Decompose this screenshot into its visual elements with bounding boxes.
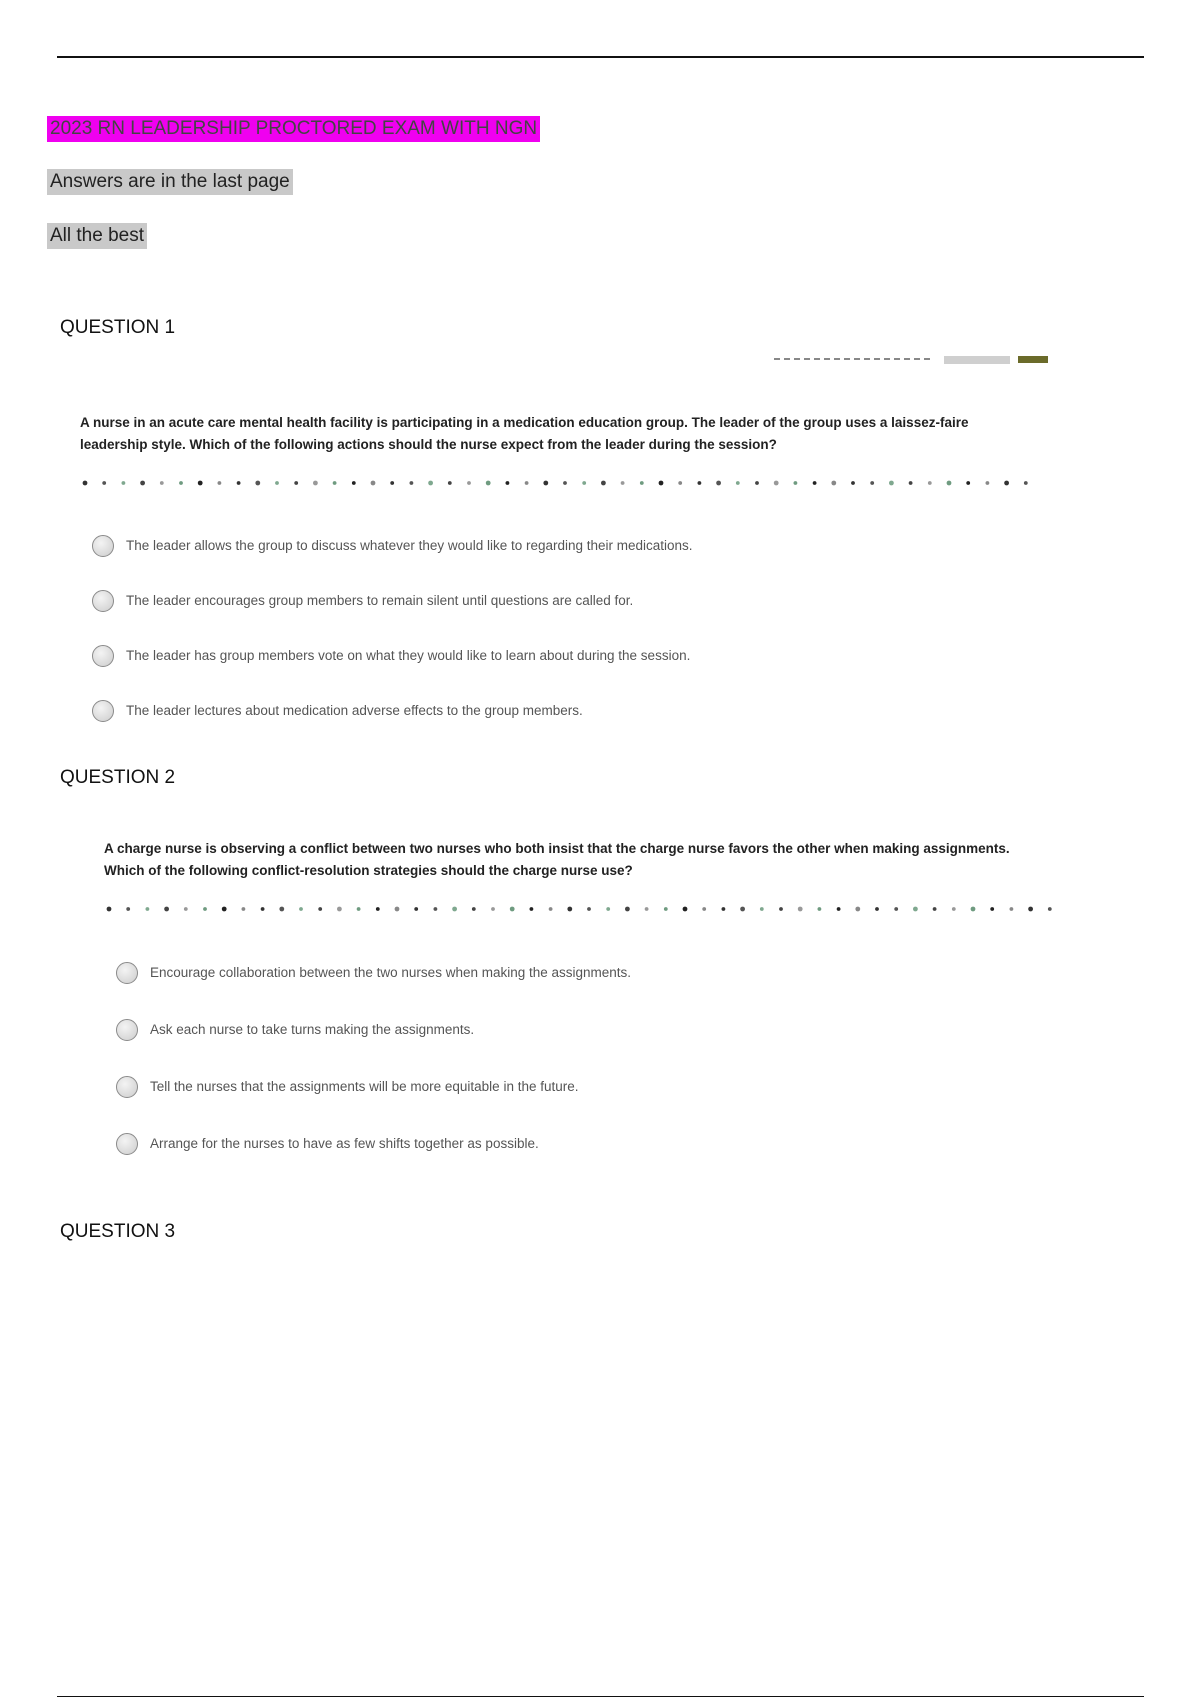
divider-dot (543, 481, 548, 486)
top-rule (57, 56, 1144, 58)
dashed-line (774, 358, 934, 360)
divider-dot (971, 907, 976, 912)
question-2-option-d[interactable] (104, 1115, 1064, 1172)
divider-dot (390, 481, 394, 485)
divider-dot (352, 481, 356, 485)
divider-dot (1024, 481, 1028, 485)
divider-dot (779, 907, 783, 911)
good-luck-note: All the best (47, 223, 147, 249)
question-2-options (104, 944, 1064, 1172)
divider-dot (678, 481, 682, 485)
divider-dot (1028, 907, 1033, 912)
radio-button[interactable] (116, 962, 138, 984)
divider-dot (434, 907, 438, 911)
divider-dot (333, 481, 337, 485)
divider-dot (774, 481, 779, 486)
divider-dot (410, 481, 414, 485)
divider-dot (337, 907, 342, 912)
divider-dot (313, 481, 318, 486)
divider-dot (889, 481, 894, 486)
divider-dot (107, 907, 112, 912)
divider-dot (160, 481, 164, 485)
question-1-option-d[interactable] (80, 683, 1040, 738)
divider-dot (567, 907, 572, 912)
divider-dot (203, 907, 207, 911)
question-1-stem-line-2: leadership style. Which of the following actions should the nurse expect from the leader during the session? (80, 437, 777, 452)
divider-dot (736, 481, 740, 485)
option-label: Tell the nurses that the assignments will be more equitable in the future. (150, 1079, 579, 1094)
divider-dot (525, 481, 529, 485)
divider-dot (928, 481, 932, 485)
divider-dot (357, 907, 361, 911)
question-1-option-b[interactable] (80, 573, 1040, 628)
divider-dot (102, 481, 106, 485)
divider-dot (198, 481, 203, 486)
divider-dot (664, 907, 668, 911)
question-1-stem-line-1: A nurse in an acute care mental health facility is participating in a medication education group. The leader of the group uses a laissez-faire (80, 415, 969, 430)
radio-button[interactable] (116, 1076, 138, 1098)
divider-dot (760, 907, 764, 911)
divider-dot (299, 907, 303, 911)
question-2-heading: QUESTION 2 (60, 767, 176, 788)
divider-dot (1004, 481, 1009, 486)
divider-dot (909, 481, 913, 485)
question-2-option-b[interactable] (104, 1001, 1064, 1058)
divider-dot (966, 481, 970, 485)
divider-dot (621, 481, 625, 485)
answers-note: Answers are in the last page (47, 169, 293, 195)
olive-tag (1018, 356, 1048, 363)
divider-dot (659, 481, 664, 486)
divider-dot (140, 481, 145, 486)
divider-dot (472, 907, 476, 911)
divider-dot (179, 481, 183, 485)
divider-dot (549, 907, 553, 911)
divider-dot (122, 481, 126, 485)
radio-button[interactable] (116, 1133, 138, 1155)
divider-dot (218, 481, 222, 485)
divider-dot (716, 481, 721, 486)
divider-dot (894, 907, 898, 911)
divider-dot (640, 481, 644, 485)
option-label: The leader lectures about medication adverse effects to the group members. (126, 703, 583, 718)
dotted-divider (104, 904, 1064, 914)
divider-dot (698, 481, 702, 485)
divider-dot (702, 907, 706, 911)
divider-dot (582, 481, 586, 485)
divider-dot (587, 907, 591, 911)
divider-dot (755, 481, 759, 485)
divider-dot (870, 481, 874, 485)
question-2-option-a[interactable] (104, 944, 1064, 1001)
divider-dot (986, 481, 990, 485)
question-1-options (80, 518, 1040, 738)
divider-dot (279, 907, 284, 912)
question-2-stem-line-1: A charge nurse is observing a conflict between two nurses who both insist that the charge nurse favors the other when making assignments. (104, 841, 1010, 856)
divider-dot (625, 907, 630, 912)
option-label: Arrange for the nurses to have as few shifts together as possible. (150, 1136, 539, 1151)
divider-dot (371, 481, 376, 486)
dotted-divider (80, 478, 1040, 488)
divider-dot (294, 481, 298, 485)
question-1-option-c[interactable] (80, 628, 1040, 683)
option-label: Encourage collaboration between the two nurses when making the assignments. (150, 965, 632, 980)
divider-dot (913, 907, 918, 912)
question-1-option-a[interactable] (80, 518, 1040, 573)
divider-dot (255, 481, 260, 486)
divider-dot (467, 481, 471, 485)
divider-dot (831, 481, 836, 486)
divider-dot (933, 907, 937, 911)
divider-dot (606, 907, 610, 911)
option-label: The leader has group members vote on what they would like to learn about during the session. (126, 648, 691, 663)
divider-dot (952, 907, 956, 911)
option-label: Ask each nurse to take turns making the assignments. (150, 1022, 475, 1037)
question-1-stem (80, 412, 1040, 456)
divider-dot (491, 907, 495, 911)
divider-dot (126, 907, 130, 911)
divider-dot (813, 481, 817, 485)
divider-dot (222, 907, 227, 912)
gray-bar (944, 356, 1010, 364)
radio-button[interactable] (92, 535, 114, 557)
bottom-rule (57, 1696, 1144, 1697)
divider-dot (875, 907, 879, 911)
divider-dot (261, 907, 265, 911)
divider-dot (452, 907, 457, 912)
question-2-panel (104, 838, 1064, 1172)
divider-dot (740, 907, 745, 912)
divider-dot (563, 481, 567, 485)
divider-dot (376, 907, 380, 911)
question-1-divider (80, 478, 1040, 488)
exam-title: 2023 RN LEADERSHIP PROCTORED EXAM WITH NGN (47, 116, 540, 142)
divider-dot (1010, 907, 1014, 911)
divider-dot (990, 907, 994, 911)
divider-dot (318, 907, 322, 911)
divider-dot (184, 907, 188, 911)
question-2-stem-line-2: Which of the following conflict-resolution strategies should the charge nurse use? (104, 863, 633, 878)
question-2-divider (104, 904, 1064, 914)
question-3-heading: QUESTION 3 (60, 1221, 176, 1242)
divider-dot (395, 907, 400, 912)
radio-button[interactable] (92, 645, 114, 667)
divider-dot (530, 907, 534, 911)
divider-dot (275, 481, 279, 485)
divider-dot (818, 907, 822, 911)
divider-dot (510, 907, 515, 912)
radio-button[interactable] (92, 590, 114, 612)
question-2-option-c[interactable] (104, 1058, 1064, 1115)
divider-dot (683, 907, 688, 912)
question-1-heading: QUESTION 1 (60, 317, 176, 338)
divider-dot (601, 481, 606, 486)
radio-button[interactable] (92, 700, 114, 722)
radio-button[interactable] (116, 1019, 138, 1041)
divider-dot (794, 481, 798, 485)
question-2-stem (104, 838, 1064, 882)
divider-dot (83, 481, 88, 486)
question-1-panel (80, 412, 1040, 738)
divider-dot (237, 481, 241, 485)
divider-dot (837, 907, 841, 911)
divider-dot (798, 907, 803, 912)
divider-dot (414, 907, 418, 911)
divider-dot (448, 481, 452, 485)
divider-dot (851, 481, 855, 485)
divider-dot (164, 907, 169, 912)
divider-dot (722, 907, 726, 911)
divider-dot (855, 907, 860, 912)
divider-dot (486, 481, 491, 486)
option-label: The leader allows the group to discuss whatever they would like to regarding their medications. (126, 538, 693, 553)
divider-dot (242, 907, 246, 911)
divider-dot (645, 907, 649, 911)
divider-dot (428, 481, 433, 486)
divider-dot (146, 907, 150, 911)
divider-dot (506, 481, 510, 485)
divider-dot (947, 481, 952, 486)
divider-dot (1048, 907, 1052, 911)
option-label: The leader encourages group members to remain silent until questions are called for. (126, 593, 634, 608)
